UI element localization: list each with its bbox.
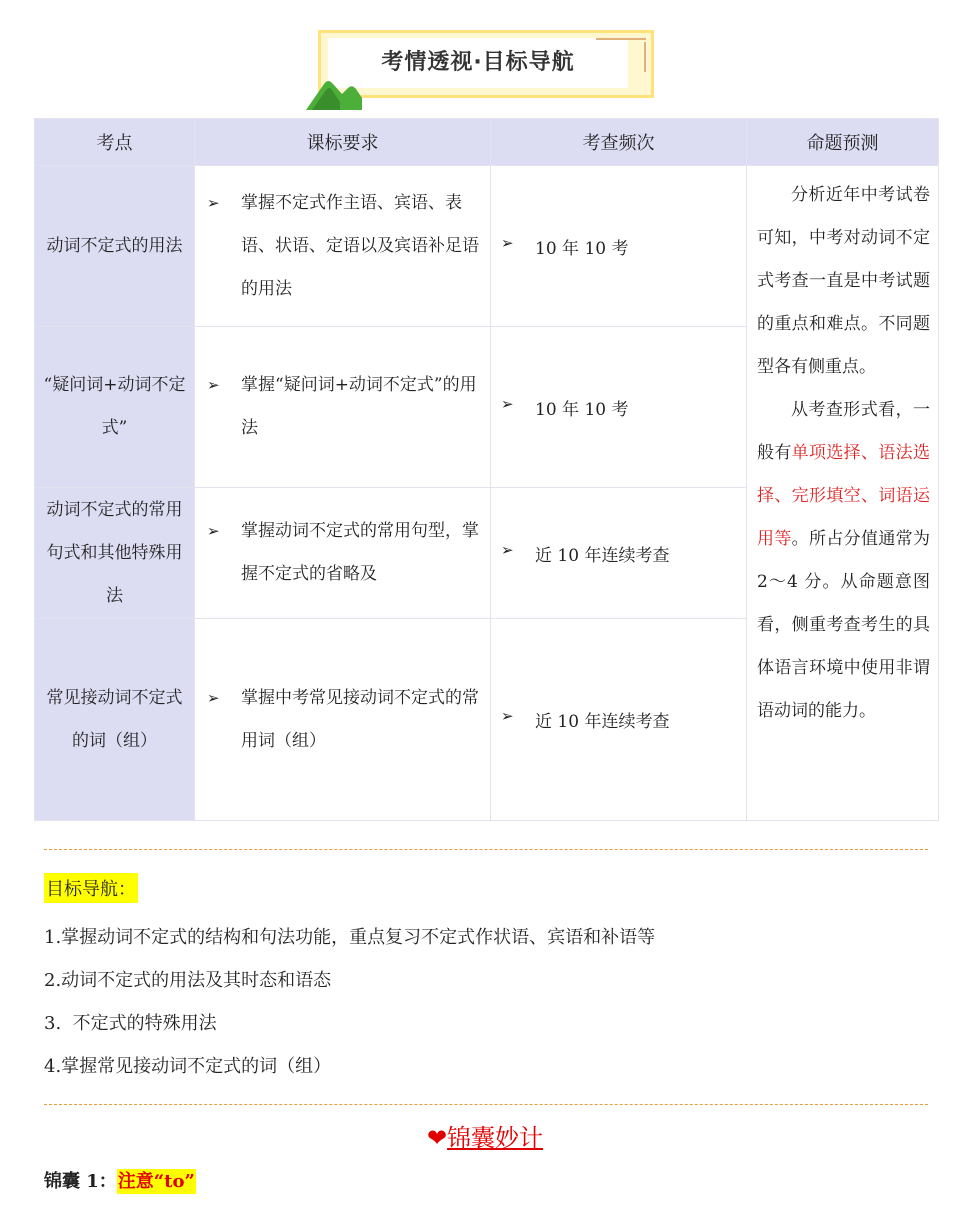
prediction-para-1: 分析近年中考试卷可知，中考对动词不定式考查一直是中考试题的重点和难点。不同题型各有侧重点。 [757,185,930,377]
cell-frequency: ➢ 近 10 年连续考查 [491,488,747,619]
cell-point: 常见接动词不定式的词（组） [35,619,195,821]
arrow-bullet-icon: ➢ [207,193,220,212]
banner-deco-vertical [644,42,646,72]
tip-1-highlight: 注意“to” [117,1171,195,1192]
goals-label: 目标导航： [44,873,138,903]
tips-heading [0,1118,970,1153]
header-frequency: 考查频次 [491,119,747,166]
goal-item-3: 3. 不定式的特殊用法 [44,1013,217,1034]
cell-frequency: ➢ 近 10 年连续考查 [491,619,747,821]
arrow-bullet-icon: ➢ [501,233,514,252]
header-point: 考点 [35,119,195,166]
cell-requirement: ➢ 掌握中考常见接动词不定式的常用词（组） [195,619,491,821]
header-prediction: 命题预测 [747,119,939,166]
cell-frequency: ➢ 10 年 10 考 [491,166,747,327]
header-requirement: 课标要求 [195,119,491,166]
heart-icon: ❤ [426,1124,448,1152]
dashed-divider [44,1104,928,1105]
goal-item-4: 4.掌握常见接动词不定式的词（组） [44,1056,332,1077]
cell-requirement: ➢ 掌握不定式作主语、宾语、表语、状语、定语以及宾语补足语的用法 [195,166,491,327]
cell-prediction [747,166,939,821]
cell-point: 动词不定式的常用句式和其他特殊用法 [35,488,195,619]
exam-overview-table [34,118,939,821]
cell-requirement: ➢ 掌握动词不定式的常用句型，掌握不定式的省略及 [195,488,491,619]
prediction-para-2: 从考查形式看，一般有单项选择、语法选择、完形填空、词语运用等。所占分值通常为 2～4 分。从命题意图看，侧重考查考生的具体语言环境中使用非谓语动词的能力。 [757,400,931,721]
goal-item-2: 2.动词不定式的用法及其时态和语态 [44,970,332,991]
prediction-question-types: 单项选择、语法选择、完形填空、词语运用等 [757,443,931,549]
cell-point: “疑问词+动词不定式” [35,327,195,488]
arrow-bullet-icon: ➢ [501,707,514,725]
tips-title: 锦囊妙计 [447,1124,544,1152]
cell-frequency: ➢ 10 年 10 考 [491,327,747,488]
cell-requirement: ➢ 掌握“疑问词+动词不定式”的用法 [195,327,491,488]
arrow-bullet-icon: ➢ [207,376,220,394]
table-row [35,166,939,327]
cell-point: 动词不定式的用法 [35,166,195,327]
arrow-bullet-icon: ➢ [501,394,514,413]
arrow-bullet-icon: ➢ [207,688,220,707]
tip-1 [44,1167,196,1193]
dashed-divider [44,849,928,850]
section-banner [306,28,658,108]
tip-1-label: 锦囊 1： [44,1171,117,1192]
goal-item-1: 1.掌握动词不定式的结构和句法功能，重点复习不定式作状语、宾语和补语等 [44,927,656,948]
table-header-row [35,119,939,166]
arrow-bullet-icon: ➢ [207,522,220,540]
arrow-bullet-icon: ➢ [501,540,514,559]
banner-title: 考情透视·目标导航 [381,50,575,75]
